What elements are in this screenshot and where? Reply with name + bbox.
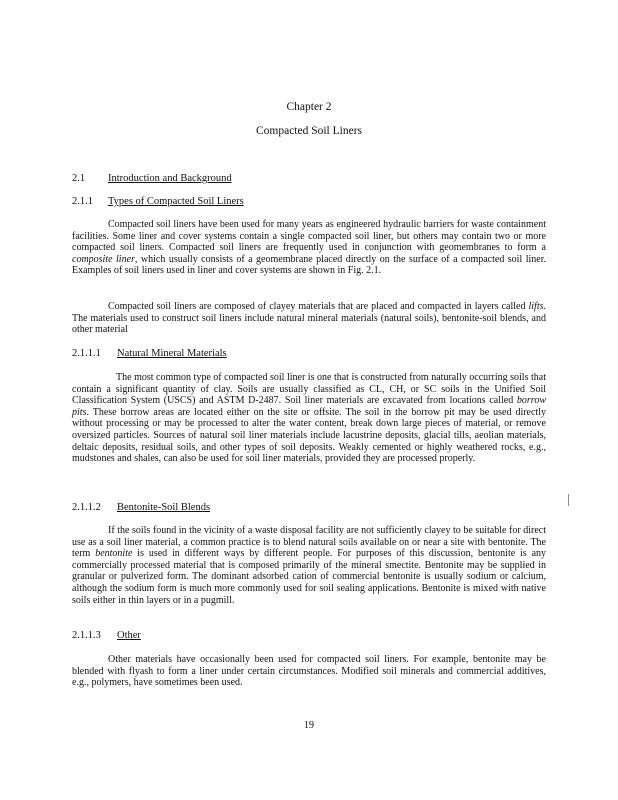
section-heading-2-1-1-3 — [72, 630, 141, 641]
section-number: 2.1.1.2 — [72, 502, 101, 513]
paragraph — [72, 525, 546, 606]
chapter-label: Chapter 2 — [286, 101, 332, 113]
paragraph — [72, 301, 546, 336]
section-title: Introduction and Background — [108, 173, 232, 184]
section-heading-2-1 — [72, 173, 232, 184]
section-title: Natural Mineral Materials — [117, 348, 227, 359]
section-title: Bentonite-Soil Blends — [117, 502, 211, 513]
section-heading-2-1-1-1 — [72, 348, 227, 359]
paragraph — [72, 372, 546, 465]
section-title: Types of Compacted Soil Liners — [108, 196, 244, 207]
section-number: 2.1 — [72, 173, 86, 184]
paragraph — [72, 219, 546, 277]
section-number: 2.1.1 — [72, 196, 93, 207]
scan-mark — [568, 494, 569, 506]
paragraph-text: Compacted soil liners are composed of clayey materials that are placed and compacted in layers called lifts. The materials used to construct soil liners include natural mineral materials (natural soils), bentonite-soil blends, and other material — [72, 301, 546, 336]
paragraph-text: If the soils found in the vicinity of a waste disposal facility are not sufficiently clayey to be suitable for direct use as a soil liner material, a common practice is to blend natural soils available on or near a site with bentonite. The term bentonite is used in different ways by different people. For purposes of this discussion, bentonite is any commercially processed material that is composed primarily of the mineral smectite. Bentonite may be supplied in granular or pulverized form. The dominant adsorbed cation of commercial bentonite is usually sodium or calcium, although the sodium form is much more commonly used for soil sealing applications. Bentonite is mixed with native soils either in thin layers or in a pugmill. — [72, 525, 547, 606]
paragraph — [72, 654, 546, 689]
paragraph-text: Compacted soil liners have been used for many years as engineered hydraulic barriers for waste containment facilities. Some liner and cover systems contain a single compacted soil liner, but others may contain two or more compacted soil liners. Compacted soil liners are frequently used in conjunction with geomembranes to form a composite liner, which usually consists of a geomembrane placed directly on the surface of a compacted soil liner. Examples of soil liners used in liner and cover systems are shown in Fig. 2.1. — [72, 219, 546, 277]
section-title: Other — [117, 630, 141, 641]
section-number: 2.1.1.1 — [72, 348, 101, 359]
paragraph-text: Other materials have occasionally been used for compacted soil liners. For example, bentonite may be blended with flyash to form a liner under certain circumstances. Modified soil minerals and commercial additives, e.g., polymers, have sometimes been used. — [72, 654, 546, 689]
page-number: 19 — [304, 720, 314, 731]
section-heading-2-1-1-2 — [72, 502, 210, 513]
section-number: 2.1.1.3 — [72, 630, 101, 641]
paragraph-text: The most common type of compacted soil liner is one that is constructed from naturally occurring soils that contain a significant quantity of clay. Soils are usually classified as CL, CH, or SC soils in the Unified Soil Classification System (USCS) and ASTM D-2487. Soil liner materials are excavated from locations called borrow pits. These borrow areas are located either on the site or offsite. The soil in the borrow pit may be used directly without processing or may be processed to alter the water content, break down large pieces of material, or remove oversized particles. Sources of natural soil liner materials include lacustrine deposits, glacial tills, aeolian materials, deltaic deposits, residual soils, and other types of soil deposits. Weakly cemented or highly weathered rocks, e.g., mudstones and shales, can also be used for soil liner materials, provided they are processed properly. — [72, 372, 546, 465]
chapter-title: Compacted Soil Liners — [255, 125, 363, 137]
section-heading-2-1-1 — [72, 196, 244, 207]
